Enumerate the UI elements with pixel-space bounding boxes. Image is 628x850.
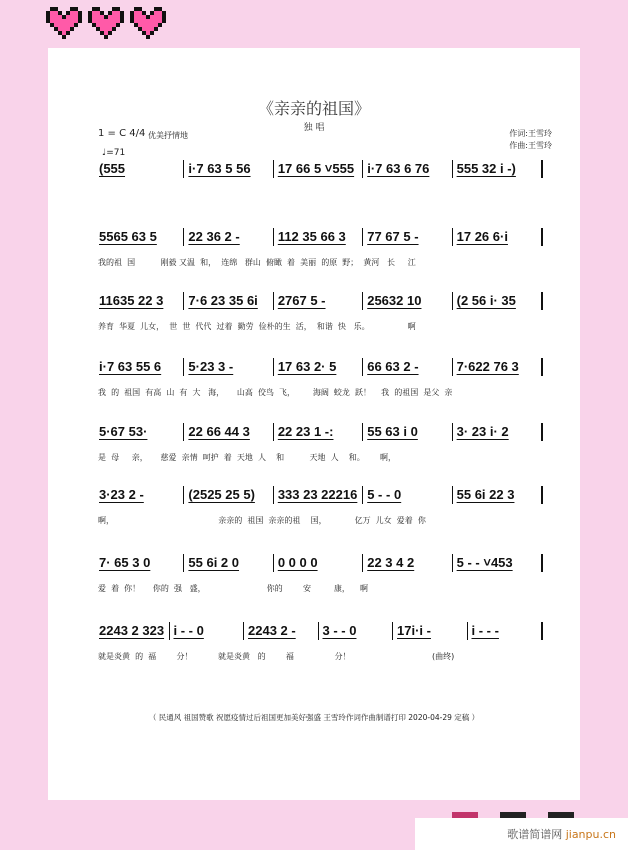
composer: 作曲:王雪玲: [509, 141, 552, 150]
measure: 3·23 2 -: [95, 486, 184, 504]
song-title: 《亲亲的祖国》: [257, 99, 370, 118]
measure: 25632 10: [363, 292, 452, 310]
credits: [509, 128, 552, 152]
measure: 7·622 76 3: [453, 358, 543, 376]
staff-row: [95, 358, 543, 376]
measure: 5·23 3 -: [184, 358, 273, 376]
lyrics-line: 啊， 亲亲的 祖国 亲亲的祖 国， 亿万 儿女 爱着 你: [98, 516, 426, 525]
measure: 333 23 22216: [274, 486, 363, 504]
heart-icon: [88, 6, 124, 40]
score-sheet: [48, 48, 580, 800]
song-subtitle: 独 唱: [303, 123, 325, 133]
measure: 0 0 0 0: [274, 554, 363, 572]
performance-style: 优美抒情地: [148, 131, 188, 140]
footer-note: （ 民通风 祖国赞歌 祝愿疫情过后祖国更加美好强盛 王雪玲作词作曲制谱打印 2020-04-29 定稿 ）: [148, 713, 480, 722]
heart-icon: [130, 6, 166, 40]
lyrics-line: 爱 着 你！ 你的 强 盛， 你的 安 康， 啊: [98, 584, 369, 593]
staff-row: [95, 160, 543, 178]
measure: 17i·i -: [393, 622, 468, 640]
lyrics-line: 是 母 亲， 慈爱 亲情 呵护 着 天地 人 和 天地 人 和。 啊，: [98, 453, 397, 462]
measure: 22 3 4 2: [363, 554, 452, 572]
measure: 5 - - ˅453: [453, 554, 543, 572]
measure: 55 63 i 0: [363, 423, 452, 441]
watermark: [415, 818, 628, 850]
measure: 555 32 i -): [453, 160, 543, 178]
measure: 5·67 53·: [95, 423, 184, 441]
watermark-url: jianpu.cn: [565, 828, 616, 841]
measure: 5565 63 5: [95, 228, 184, 246]
measure: i·7 63 55 6: [95, 358, 184, 376]
measure: 22 36 2 -: [184, 228, 273, 246]
measure: 7·6 23 35 6i: [184, 292, 273, 310]
hearts: [46, 6, 166, 40]
measure: 77 67 5 -: [363, 228, 452, 246]
measure: 2767 5 -: [274, 292, 363, 310]
measure: 17 63 2· 5: [274, 358, 363, 376]
measure: 2243 2 323: [95, 622, 170, 640]
tempo-mark: ♩=71: [102, 148, 126, 158]
staff-row: [95, 292, 543, 310]
measure: 3 - - 0: [319, 622, 394, 640]
lyrics-line: 养育 华夏 儿女， 世 世 代代 过着 勤劳 俭朴的生 活， 和谐 快 乐。 啊: [98, 322, 416, 331]
lyrics-line: 我 的 祖国 有高 山 有 大 海， 山高 佼鸟 飞， 海阔 蛟龙 跃！ 我 的祖国 是父 亲: [98, 388, 453, 397]
measure: 17 26 6·i: [453, 228, 543, 246]
measure: (2 56 i· 35: [453, 292, 543, 310]
staff-row: [95, 423, 543, 441]
staff-row: [95, 486, 543, 504]
measure: 5 - - 0: [363, 486, 452, 504]
measure: i - - 0: [170, 622, 245, 640]
measure: 2243 2 -: [244, 622, 319, 640]
measure: 22 23 1 -:: [274, 423, 363, 441]
heart-icon: [46, 6, 82, 40]
lyrics-line: 就是炎黄 的 福 分！ 就是炎黄 的 福 分！ (曲终): [98, 652, 455, 661]
measure: (2525 25 5): [184, 486, 273, 504]
measure: 7· 65 3 0: [95, 554, 184, 572]
measure: 3· 23 i· 2: [453, 423, 543, 441]
measure: i·7 63 5 56: [184, 160, 273, 178]
staff-row: [95, 228, 543, 246]
measure: 17 66 5 ˅555: [274, 160, 363, 178]
lyrics-line: 我的祖 国 刚毅 又温 和， 连绵 群山 俯瞰 着 美丽 的原 野； 黄河 长 江: [98, 258, 416, 267]
measure: 66 63 2 -: [363, 358, 452, 376]
measure: 22 66 44 3: [184, 423, 273, 441]
staff-row: [95, 554, 543, 572]
measure: 112 35 66 3: [274, 228, 363, 246]
measure: 55 6i 2 0: [184, 554, 273, 572]
measure: i - - -: [468, 622, 544, 640]
measure: 55 6i 22 3: [453, 486, 543, 504]
watermark-cn: 歌谱简谱网: [507, 828, 563, 841]
measure: 11635 22 3: [95, 292, 184, 310]
measure: (555: [95, 160, 184, 178]
staff-row: [95, 622, 543, 640]
lyricist: 作词:王雪玲: [509, 129, 552, 138]
measure: i·7 63 6 76: [363, 160, 452, 178]
key-signature: 1 = C 4/4: [98, 128, 146, 139]
